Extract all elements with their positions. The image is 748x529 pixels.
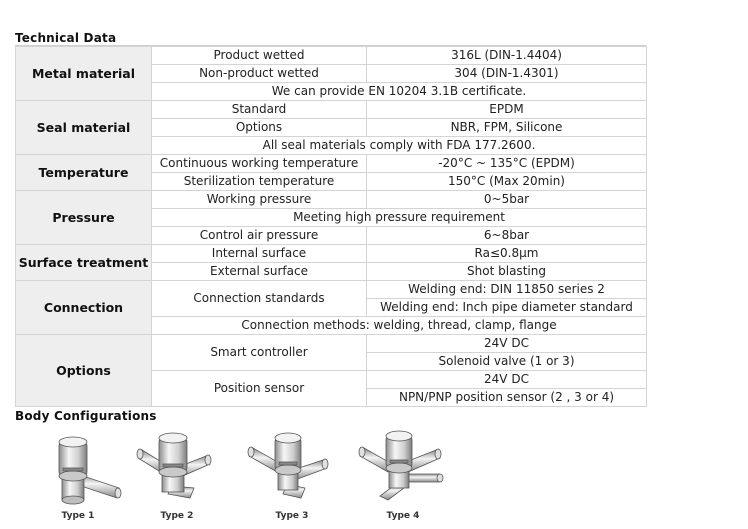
category-temperature: Temperature [16,155,152,191]
config-label: Type 4 [386,511,420,521]
spec-value: 0~5bar [367,191,647,209]
table-row [16,281,647,299]
table-row [16,191,647,209]
spec-value: Ra≤0.8μm [367,245,647,263]
spec-note: Meeting high pressure requirement [152,209,647,227]
spec-label: Product wetted [152,47,367,65]
technical-data-title: Technical Data [15,31,117,45]
category-seal-material: Seal material [16,101,152,155]
spec-value: Solenoid valve (1 or 3) [367,353,647,371]
table-row [16,245,647,263]
spec-label: Position sensor [152,371,367,407]
spec-label: Internal surface [152,245,367,263]
spec-value: Welding end: DIN 11850 series 2 [367,281,647,299]
table-row [16,47,647,65]
spec-value: NBR, FPM, Silicone [367,119,647,137]
spec-label: Non-product wetted [152,65,367,83]
spec-value: 6~8bar [367,227,647,245]
spec-value: Welding end: Inch pipe diameter standard [367,299,647,317]
table-row [16,155,647,173]
table-row [16,335,647,353]
category-metal-material: Metal material [16,47,152,101]
spec-label: Sterilization temperature [152,173,367,191]
spec-value: 24V DC [367,371,647,389]
spec-label: Options [152,119,367,137]
spec-value: NPN/PNP position sensor (2 , 3 or 4) [367,389,647,407]
valve-type-1-image [33,428,123,510]
spec-value: 304 (DIN-1.4301) [367,65,647,83]
spec-value: 150°C (Max 20min) [367,173,647,191]
table-row [16,101,647,119]
body-configurations-title: Body Configurations [15,409,157,423]
spec-note: Connection methods: welding, thread, clamp, flange [152,317,647,335]
config-label: Type 3 [275,511,309,521]
spec-value: -20°C ~ 135°C (EPDM) [367,155,647,173]
technical-data-table [15,46,647,407]
spec-value: 24V DC [367,335,647,353]
spec-value: Shot blasting [367,263,647,281]
spec-label: Smart controller [152,335,367,371]
spec-note: We can provide EN 10204 3.1B certificate. [152,83,647,101]
config-type-3 [247,428,337,526]
spec-label: Connection standards [152,281,367,317]
config-type-1 [33,428,123,526]
spec-label: Continuous working temperature [152,155,367,173]
config-label: Type 1 [61,511,95,521]
spec-label: Working pressure [152,191,367,209]
valve-type-4-image [358,428,448,510]
spec-value: EPDM [367,101,647,119]
spec-note: All seal materials comply with FDA 177.2600. [152,137,647,155]
spec-label: Control air pressure [152,227,367,245]
body-configurations [15,428,485,528]
valve-type-2-image [132,428,222,510]
spec-label: Standard [152,101,367,119]
category-pressure: Pressure [16,191,152,245]
category-surface-treatment: Surface treatment [16,245,152,281]
spec-label: External surface [152,263,367,281]
category-options: Options [16,335,152,407]
valve-type-3-image [247,428,337,510]
category-connection: Connection [16,281,152,335]
config-type-4 [358,428,448,526]
spec-value: 316L (DIN-1.4404) [367,47,647,65]
config-label: Type 2 [160,511,194,521]
config-type-2 [132,428,222,526]
